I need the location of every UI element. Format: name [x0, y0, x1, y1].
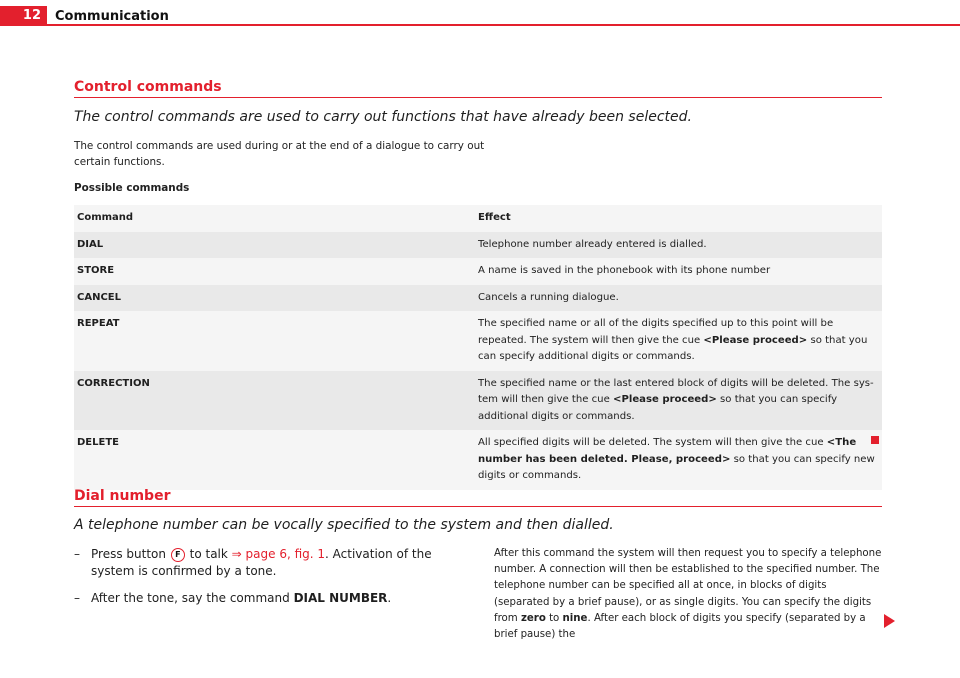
paragraph-text: After this command the system will then request you to specify a telephone number. A connection will then be established to the specified number. The telephone number can be specified all at once, in blocks of digits (separated by a brief pause), or as single digits. You can specify the digits from [494, 548, 882, 624]
effect-text: The specified name or the last entered block of digits will be deleted. The sys-tem will then give the cue [478, 377, 874, 405]
table-row [74, 232, 882, 259]
continue-arrow-icon [884, 614, 895, 628]
effect-cue: <Please proceed> [703, 334, 808, 346]
effect-cell: Telephone number already entered is dialled. [478, 238, 707, 250]
intro-line: certain functions. [74, 156, 165, 168]
talk-button-icon: F [171, 548, 185, 562]
step-text: Press button [91, 547, 166, 561]
command-cell: STORE [77, 265, 115, 276]
section-lead: A telephone number can be vocally specified to the system and then dialled. [74, 517, 614, 533]
step-text: to talk [189, 547, 228, 561]
section-end-marker [871, 436, 879, 444]
digit-word: zero [520, 612, 546, 624]
list-dash: – [74, 547, 80, 561]
list-item [74, 590, 474, 607]
section-lead: The control commands are used to carry out functions that have already been selected. [74, 109, 692, 125]
effect-text: All specified digits will be deleted. The system will then give the cue [478, 437, 827, 448]
effect-cell [478, 430, 882, 490]
page-number: 12 [0, 6, 47, 26]
command-cell: DIAL [77, 238, 104, 250]
section-rule [74, 97, 882, 98]
paragraph-text: to [545, 612, 563, 624]
command-name: DIAL NUMBER [293, 591, 388, 605]
step-list [74, 546, 474, 617]
effect-cell [478, 311, 882, 371]
intro-line: The control commands are used during or at the end of a dialogue to carry out [74, 140, 485, 152]
command-cell: CORRECTION [77, 377, 150, 389]
step-text: After the tone, say the command [91, 591, 290, 605]
effect-text: so that you can specify additional digits or commands. [478, 334, 868, 362]
effect-text: The specified name or all of the digits specified up to this point will be repeated. The system will then give the cue [478, 318, 834, 346]
table-row [74, 311, 882, 371]
header-command: Command [77, 212, 134, 223]
effect-text: so that you can specify additional digits or commands. [478, 394, 838, 422]
right-column-paragraph [494, 546, 884, 643]
effect-cue: <Please proceed> [613, 394, 717, 405]
header-rule [0, 24, 960, 26]
command-cell: CANCEL [77, 291, 121, 303]
command-cell: REPEAT [77, 318, 120, 329]
section-rule [74, 506, 882, 507]
paragraph-text: . After each block of digits you specify (separated by a brief pause) the [494, 612, 866, 641]
effect-cell [478, 371, 882, 431]
section-title-control-commands: Control commands [74, 79, 222, 95]
intro-paragraph [74, 138, 494, 170]
effect-cell: A name is saved in the phonebook with its phone number [478, 265, 771, 276]
table-row [74, 285, 882, 312]
effect-text: so that you can specify new digits or commands. [478, 453, 875, 481]
table-row [74, 258, 882, 285]
possible-commands-label: Possible commands [74, 182, 190, 194]
table-header-row [74, 205, 882, 232]
commands-table [74, 205, 882, 490]
chapter-title: Communication [55, 9, 169, 24]
section-title-dial-number: Dial number [74, 488, 171, 504]
header-effect: Effect [478, 212, 511, 223]
digit-word: nine [562, 612, 588, 624]
page-reference-link[interactable]: ⇒ page 6, fig. 1 [231, 547, 326, 561]
list-item [74, 546, 474, 580]
effect-cell: Cancels a running dialogue. [478, 291, 619, 303]
list-dash: – [74, 591, 80, 605]
table-row [74, 371, 882, 431]
table-row [74, 430, 882, 490]
step-text: . Activation of the system is confirmed by a tone. [91, 547, 432, 578]
effect-cue: <The number has been deleted. Please, proceed> [478, 437, 857, 465]
step-text: . [387, 591, 392, 605]
command-cell: DELETE [77, 437, 119, 448]
